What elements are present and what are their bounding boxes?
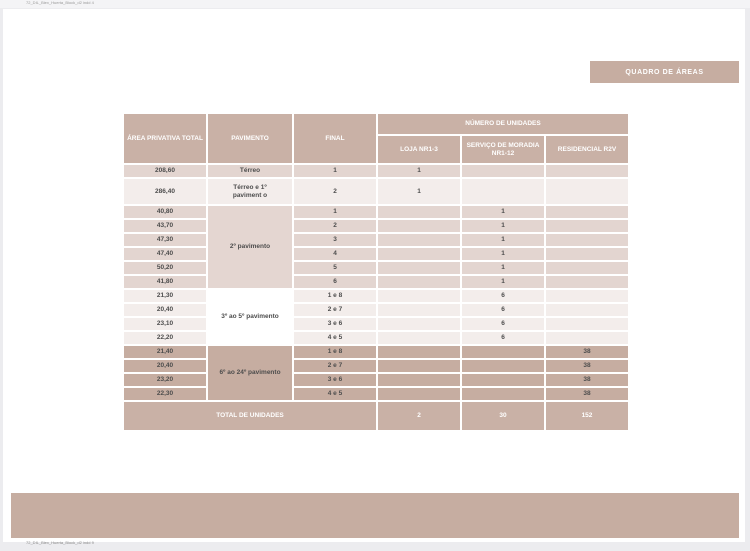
final-cell: 2	[293, 178, 377, 205]
final-cell: 1 e 8	[293, 345, 377, 359]
table-row	[123, 205, 629, 219]
table-row	[123, 261, 629, 275]
residencial-cell	[545, 289, 629, 303]
loja-cell	[377, 331, 461, 345]
area-cell: 21,40	[123, 345, 207, 359]
section-title-badge: QUADRO DE ÁREAS	[590, 61, 739, 83]
final-cell: 3 e 6	[293, 373, 377, 387]
area-cell: 21,30	[123, 289, 207, 303]
residencial-cell: 38	[545, 359, 629, 373]
table-row	[123, 219, 629, 233]
area-cell: 208,60	[123, 164, 207, 178]
final-cell: 6	[293, 275, 377, 289]
loja-cell	[377, 289, 461, 303]
header-residencial: RESIDENCIAL R2V	[545, 135, 629, 164]
header-pavimento: PAVIMENTO	[207, 113, 293, 164]
final-cell: 2 e 7	[293, 359, 377, 373]
table-row	[123, 289, 629, 303]
table-row	[123, 387, 629, 401]
residencial-cell	[545, 303, 629, 317]
residencial-cell: 38	[545, 387, 629, 401]
header-final: FINAL	[293, 113, 377, 164]
residencial-cell	[545, 164, 629, 178]
servico-cell: 1	[461, 233, 545, 247]
pavimento-cell: 3º ao 5º pavimento	[207, 289, 293, 345]
loja-cell	[377, 345, 461, 359]
servico-cell: 1	[461, 275, 545, 289]
pavimento-cell: 6º ao 24º pavimento	[207, 345, 293, 401]
table-row	[123, 359, 629, 373]
area-cell: 22,30	[123, 387, 207, 401]
residencial-cell	[545, 219, 629, 233]
final-cell: 4 e 5	[293, 387, 377, 401]
total-loja: 2	[377, 401, 461, 431]
servico-cell: 6	[461, 317, 545, 331]
areas-table	[122, 112, 630, 432]
residencial-cell	[545, 331, 629, 345]
loja-cell	[377, 247, 461, 261]
pavimento-cell: Térreo	[207, 164, 293, 178]
table-row	[123, 345, 629, 359]
table-row	[123, 317, 629, 331]
residencial-cell: 38	[545, 373, 629, 387]
servico-cell	[461, 359, 545, 373]
final-cell: 4	[293, 247, 377, 261]
table-row	[123, 178, 629, 205]
servico-cell	[461, 178, 545, 205]
pavimento-cell: Térreo e 1º paviment o	[207, 178, 293, 205]
loja-cell: 1	[377, 164, 461, 178]
final-cell: 4 e 5	[293, 331, 377, 345]
table-row	[123, 303, 629, 317]
final-cell: 2	[293, 219, 377, 233]
loja-cell: 1	[377, 178, 461, 205]
final-cell: 2 e 7	[293, 303, 377, 317]
servico-cell: 1	[461, 261, 545, 275]
area-cell: 47,30	[123, 233, 207, 247]
loja-cell	[377, 205, 461, 219]
final-cell: 1	[293, 205, 377, 219]
residencial-cell	[545, 275, 629, 289]
area-cell: 23,20	[123, 373, 207, 387]
file-caption-bottom: 72_DIL_Biex_Huerta_Biock_d2 indd 9	[26, 540, 94, 545]
area-cell: 40,80	[123, 205, 207, 219]
area-cell: 50,20	[123, 261, 207, 275]
table-row	[123, 373, 629, 387]
file-caption-top: 72_DIL_Biex_Huerta_Biock_d2 indd 4	[26, 0, 94, 5]
total-servico: 30	[461, 401, 545, 431]
loja-cell	[377, 233, 461, 247]
area-cell: 22,20	[123, 331, 207, 345]
total-residencial: 152	[545, 401, 629, 431]
residencial-cell	[545, 205, 629, 219]
residencial-cell	[545, 317, 629, 331]
final-cell: 1	[293, 164, 377, 178]
loja-cell	[377, 219, 461, 233]
header-area: ÁREA PRIVATIVA TOTAL	[123, 113, 207, 164]
final-cell: 3	[293, 233, 377, 247]
servico-cell: 6	[461, 331, 545, 345]
pavimento-cell: 2º pavimento	[207, 205, 293, 289]
servico-cell: 6	[461, 289, 545, 303]
area-cell: 43,70	[123, 219, 207, 233]
residencial-cell	[545, 261, 629, 275]
loja-cell	[377, 317, 461, 331]
window-top-bar	[0, 0, 750, 8]
residencial-cell	[545, 178, 629, 205]
header-loja: LOJA NR1-3	[377, 135, 461, 164]
residencial-cell	[545, 247, 629, 261]
final-cell: 1 e 8	[293, 289, 377, 303]
table-row	[123, 164, 629, 178]
loja-cell	[377, 359, 461, 373]
area-cell: 20,40	[123, 303, 207, 317]
servico-cell	[461, 373, 545, 387]
area-cell: 286,40	[123, 178, 207, 205]
servico-cell: 6	[461, 303, 545, 317]
loja-cell	[377, 373, 461, 387]
loja-cell	[377, 261, 461, 275]
header-numero-unidades: NÚMERO DE UNIDADES	[377, 113, 629, 135]
loja-cell	[377, 387, 461, 401]
servico-cell: 1	[461, 247, 545, 261]
table-row	[123, 247, 629, 261]
header-servico: SERVIÇO DE MORADIA NR1-12	[461, 135, 545, 164]
servico-cell	[461, 387, 545, 401]
table-row	[123, 233, 629, 247]
servico-cell	[461, 164, 545, 178]
table-row	[123, 275, 629, 289]
page-footer-band	[11, 493, 739, 538]
table-row	[123, 331, 629, 345]
servico-cell: 1	[461, 219, 545, 233]
loja-cell	[377, 303, 461, 317]
residencial-cell: 38	[545, 345, 629, 359]
area-cell: 47,40	[123, 247, 207, 261]
area-cell: 41,80	[123, 275, 207, 289]
area-cell: 20,40	[123, 359, 207, 373]
servico-cell	[461, 345, 545, 359]
final-cell: 3 e 6	[293, 317, 377, 331]
total-row	[123, 401, 629, 431]
loja-cell	[377, 275, 461, 289]
final-cell: 5	[293, 261, 377, 275]
total-label: TOTAL DE UNIDADES	[123, 401, 377, 431]
area-cell: 23,10	[123, 317, 207, 331]
residencial-cell	[545, 233, 629, 247]
servico-cell: 1	[461, 205, 545, 219]
